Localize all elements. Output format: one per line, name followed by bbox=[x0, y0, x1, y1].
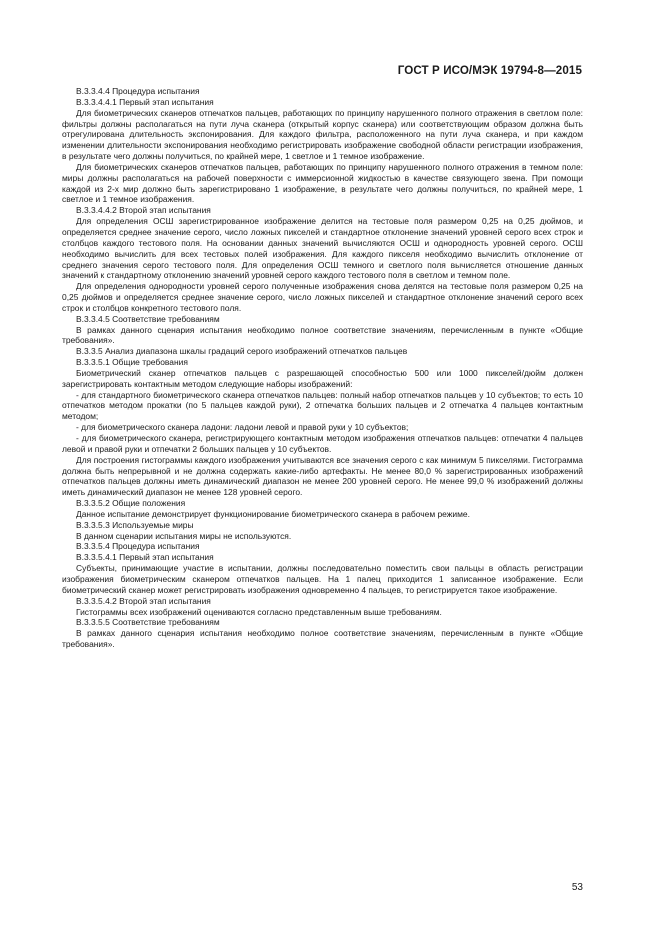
section-heading: В.3.3.5.4 Процедура испытания bbox=[76, 541, 200, 552]
body-paragraph: - для биометрического сканера, регистрирующего контактным методом изображения отпечатков пальцев: отпечатки 4 пальцев левой и правой руки и отпечатки 2 больших пальцев у 10 субъектов. bbox=[62, 433, 583, 454]
body-paragraph: Для биометрических сканеров отпечатков пальцев, работающих по принципу нарушенного полного отражения в светлом поле: фильтры должны располагаться на пути луча сканера (открытый корпус сканера) или соответствующим образом должна быть отрегулирована длительность экспонирования. Для каждого фильтра, расположенного на пути луча сканера, и при каждом изменении длительности экспонирования необходимо регистрировать изображение свободной области регистрации изображения, в результате чего должны получиться, по крайней мере, 1 светлое и 1 темное изображение. bbox=[62, 107, 583, 162]
section-heading: В.3.3.5.4.1 Первый этап испытания bbox=[76, 552, 214, 563]
body-paragraph: Гистограммы всех изображений оцениваются согласно представленным выше требованиям. bbox=[76, 606, 442, 617]
section-heading: В.3.3.5.2 Общие положения bbox=[76, 498, 186, 509]
body-paragraph: Для построения гистограммы каждого изображения учитываются все значения серого с как минимум 5 пикселями. Гистограмма должна быть непрерывной и не должна содержать какие-либо артефакты. Не менее 80,0 % зарегистрированных изображений отпечатков пальцев должны иметь динамический диапазон не менее 200 уровней серого. Не менее 99,0 % изображений должны иметь динамический диапазон не менее 128 уровней серого. bbox=[62, 454, 583, 498]
body-paragraph: Биометрический сканер отпечатков пальцев с разрешающей способностью 500 или 1000 пикселей/дюйм должен зарегистрировать контактным методом следующие наборы изображений: bbox=[62, 367, 583, 389]
section-heading: В.3.3.4.4.1 Первый этап испытания bbox=[76, 96, 214, 107]
body-paragraph: В рамках данного сценария испытания необходимо полное соответствие значениям, перечисленным в пункте «Общие требования». bbox=[62, 628, 583, 650]
body-paragraph: - для биометрического сканера ладони: ладони левой и правой руки у 10 субъектов; bbox=[76, 422, 409, 433]
section-heading: В.3.3.5.5 Соответствие требованиям bbox=[76, 617, 220, 628]
section-heading: В.3.3.5.1 Общие требования bbox=[76, 357, 188, 368]
body-paragraph: Для определения однородности уровней серого полученные изображения снова делятся на тестовые поля размером 0,25 на 0,25 дюймов и определяется среднее значение серого, число ложных пикселей и стандартное отклонение значений серого всех строк и столбцов конкретного тестового поля. bbox=[62, 281, 583, 313]
section-heading: В.3.3.5 Анализ диапазона шкалы градаций серого изображений отпечатков пальцев bbox=[76, 346, 408, 357]
body-paragraph: Субъекты, принимающие участие в испытании, должны последовательно поместить свои пальцы в область регистрации изображения биометрическим сканером отпечатков пальцев. На 1 палец приходится 1 записанное изображение. Если биометрический сканер может регистрировать изображения одновременно 4 пальцев, то регистрируется такое изображение. bbox=[62, 563, 583, 595]
body-paragraph: Данное испытание демонстрирует функционирование биометрического сканера в рабочем режиме. bbox=[76, 508, 470, 519]
document-header: ГОСТ Р ИСО/МЭК 19794-8—2015 bbox=[397, 64, 582, 77]
section-heading: В.3.3.5.4.2 Второй этап испытания bbox=[76, 595, 211, 606]
section-heading: В.3.3.4.4.2 Второй этап испытания bbox=[76, 205, 211, 216]
document-body bbox=[62, 86, 583, 650]
body-paragraph: В рамках данного сценария испытания необходимо полное соответствие значениям, перечисленным в пункте «Общие требования». bbox=[62, 324, 583, 346]
body-paragraph: Для определения ОСШ зарегистрированное изображение делится на тестовые поля размером 0,25 на 0,25 дюймов, и определяется среднее значение серого, число ложных пикселей и стандартное отклонение значений уровней серого всех строк и столбцов каждого тестового поля. На основании данных значений вычисляются ОСШ и однородность уровней серого. ОСШ необходимо вычислить для всех тестовых полей изображения. Для каждого пикселя необходимо вычислить отклонение от среднего значения серого тестового поля. Для определения ОСШ темного и светлого поля вычисляется отношение данных значений к стандартному отклонению значений уровней серого каждого тестового поля в светлом и темном поле. bbox=[62, 216, 583, 281]
section-heading: В.3.3.5.3 Используемые миры bbox=[76, 519, 194, 530]
body-paragraph: - для стандартного биометрического сканера отпечатков пальцев: полный набор отпечатков пальцев у 10 субъектов; то есть 10 отпечатков методом прокатки (по 5 пальцев каждой руки), 2 отпечатка больших пальцев и 2 отпечатка 4 пальцев контактным методом; bbox=[62, 389, 583, 422]
body-paragraph: Для биометрических сканеров отпечатков пальцев, работающих по принципу нарушенного полного отражения в темном поле: миры должны располагаться на рабочей поверхности с иммерсионной жидкостью в качестве связующего звена. При помощи каждой из 2-х мир должно быть зарегистрировано 1 изображение, в результате чего должны получиться, по крайней мере, 1 светлое и 1 темное изображения. bbox=[62, 161, 583, 205]
page-number: 53 bbox=[571, 882, 583, 893]
section-heading: В.3.3.4.4 Процедура испытания bbox=[76, 86, 200, 96]
body-paragraph: В данном сценарии испытания миры не используются. bbox=[76, 530, 292, 541]
section-heading: В.3.3.4.5 Соответствие требованиям bbox=[76, 313, 220, 324]
